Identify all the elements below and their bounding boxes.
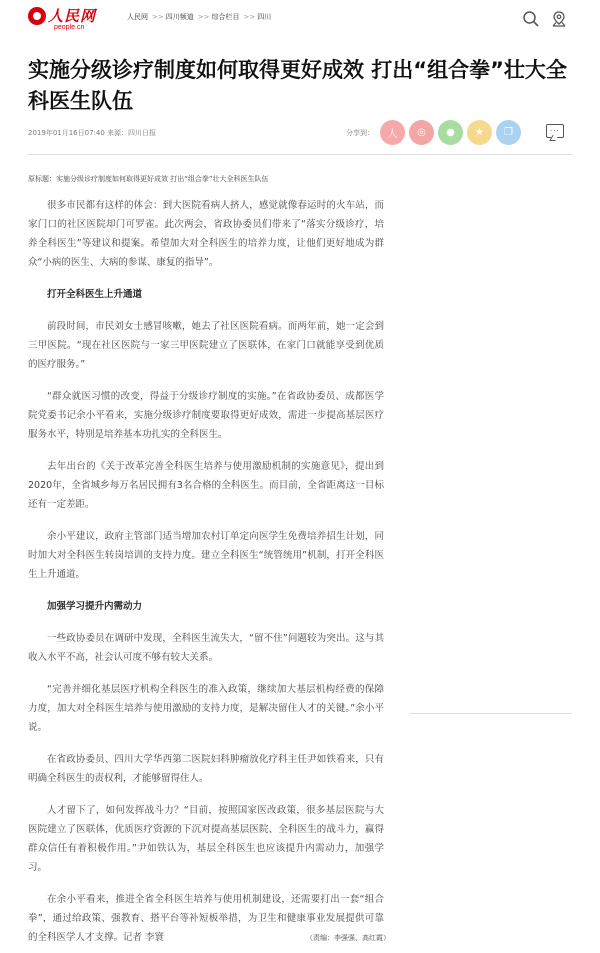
- article-body: [28, 196, 384, 953]
- breadcrumb-item-sichuan-channel[interactable]: 四川频道: [165, 13, 194, 21]
- weibo-icon[interactable]: ◎: [409, 120, 434, 145]
- paragraph: “完善并细化基层医疗机构全科医生的准入政策，继续加大基层机构经费的保障力度，加大对全科医生培养与使用激励的支持力度，是解决留住人才的关键。”余小平说。: [28, 684, 384, 733]
- search-icon[interactable]: [522, 10, 540, 28]
- breadcrumb-item-sichuan[interactable]: 四川: [257, 13, 272, 21]
- section-heading: 加强学习提升内需动力: [47, 601, 143, 612]
- section-heading: 打开全科医生上升通道: [47, 289, 143, 300]
- top-bar: [0, 0, 600, 40]
- location-pin-icon[interactable]: [550, 10, 568, 28]
- paragraph: 在省政协委员、四川大学华西第二医院妇科肿瘤放化疗科主任尹如铁看来，只有明确全科医生的责权利，才能够留得住人。: [28, 754, 384, 784]
- copy-link-icon[interactable]: ❐: [496, 120, 521, 145]
- breadcrumb-separator: >>: [152, 13, 164, 21]
- logo-mark-icon: [28, 7, 46, 25]
- breadcrumb-item-column[interactable]: 综合栏目: [211, 13, 240, 21]
- paragraph: 去年出台的《关于改革完善全科医生培养与使用激励机制的实施意见》，提出到2020年，全省城乡每万名居民拥有3名合格的全科医生。而目前，全省距离这一目标还有一定差距。: [28, 461, 384, 510]
- people-share-icon[interactable]: 人: [380, 120, 405, 145]
- comment-icon[interactable]: ···: [546, 124, 564, 138]
- share-icons: [380, 120, 521, 145]
- article-meta: 2019年01月16日07:40 来源：四川日报: [28, 129, 157, 137]
- share-label: 分享到：: [346, 128, 374, 137]
- paragraph: 一些政协委员在调研中发现，全科医生流失大，“留不住”问题较为突出。这与其收入水平不高，社会认可度不够有较大关系。: [28, 633, 384, 663]
- paragraph: “群众就医习惯的改变，得益于分级诊疗制度的实施。”在省政协委员、成都医学院党委书记余小平看来，实施分级诊疗制度要取得更好成效，需进一步提高基层医疗服务水平，特别是培养基本功扎实的全科医生。: [28, 391, 384, 440]
- page-title: 实施分级诊疗制度如何取得更好成效 打出“组合拳”壮大全科医生队伍: [28, 58, 567, 113]
- breadcrumb-item-people[interactable]: 人民网: [127, 13, 148, 21]
- divider: [28, 154, 572, 155]
- paragraph: 人才留下了，如何发挥战斗力？“目前，按照国家医改政策，很多基层医院与大医院建立了医联体，优质医疗资源的下沉对提高基层医院、全科医生的战斗力，赢得群众信任有着积极作用。”尹如铁认为，基层全科医生也应该提升内需动力，加强学习。: [28, 805, 384, 873]
- paragraph: 很多市民都有这样的体会：到大医院看病人挤人，感觉就像春运时的火车站，而家门口的社区医院却门可罗雀。此次两会，省政协委员们带来了“落实分级诊疗，培养全科医生”等建议和提案。希望加大对全科医生的培养力度，让他们更好地成为群众“小病的医生、大病的参谋、康复的指导”。: [28, 200, 384, 268]
- breadcrumb: [127, 12, 273, 22]
- breadcrumb-separator: >>: [243, 13, 256, 21]
- sidebar-divider: [410, 713, 572, 714]
- paragraph: 余小平建议，政府主管部门适当增加农村订单定向医学生免费培养招生计划，同时加大对全科医生转岗培训的支持力度。建立全科医生“统管统用”机制，打开全科医生上升通道。: [28, 531, 384, 580]
- people-logo[interactable]: [28, 6, 100, 34]
- original-title: 原标题：实施分级诊疗制度如何取得更好成效 打出“组合拳”壮大全科医生队伍: [28, 175, 269, 183]
- paragraph: 在余小平看来，推进全省全科医生培养与使用机制建设，还需要打出一套“组合拳”，通过给政策、强教育、搭平台等补短板举措，为卫生和健康事业发展提供可靠的全科医学人才支撑。记者 李寰: [28, 894, 384, 943]
- wechat-icon[interactable]: ●: [438, 120, 463, 145]
- top-tools: [522, 10, 568, 28]
- logo-domain: people.cn: [54, 24, 85, 31]
- paragraph: 前段时间，市民刘女士感冒咳嗽，她去了社区医院看病。而两年前，她一定会到三甲医院。“现在社区医院与一家三甲医院建立了医联体，在家门口就能享受到优质的医疗服务。”: [28, 321, 384, 370]
- logo-text: 人民网: [48, 7, 97, 25]
- editor-credit: （责编：李强强、高红霞）: [306, 934, 390, 942]
- share-bar: [346, 120, 521, 145]
- qzone-icon[interactable]: ★: [467, 120, 492, 145]
- breadcrumb-separator: >>: [197, 13, 210, 21]
